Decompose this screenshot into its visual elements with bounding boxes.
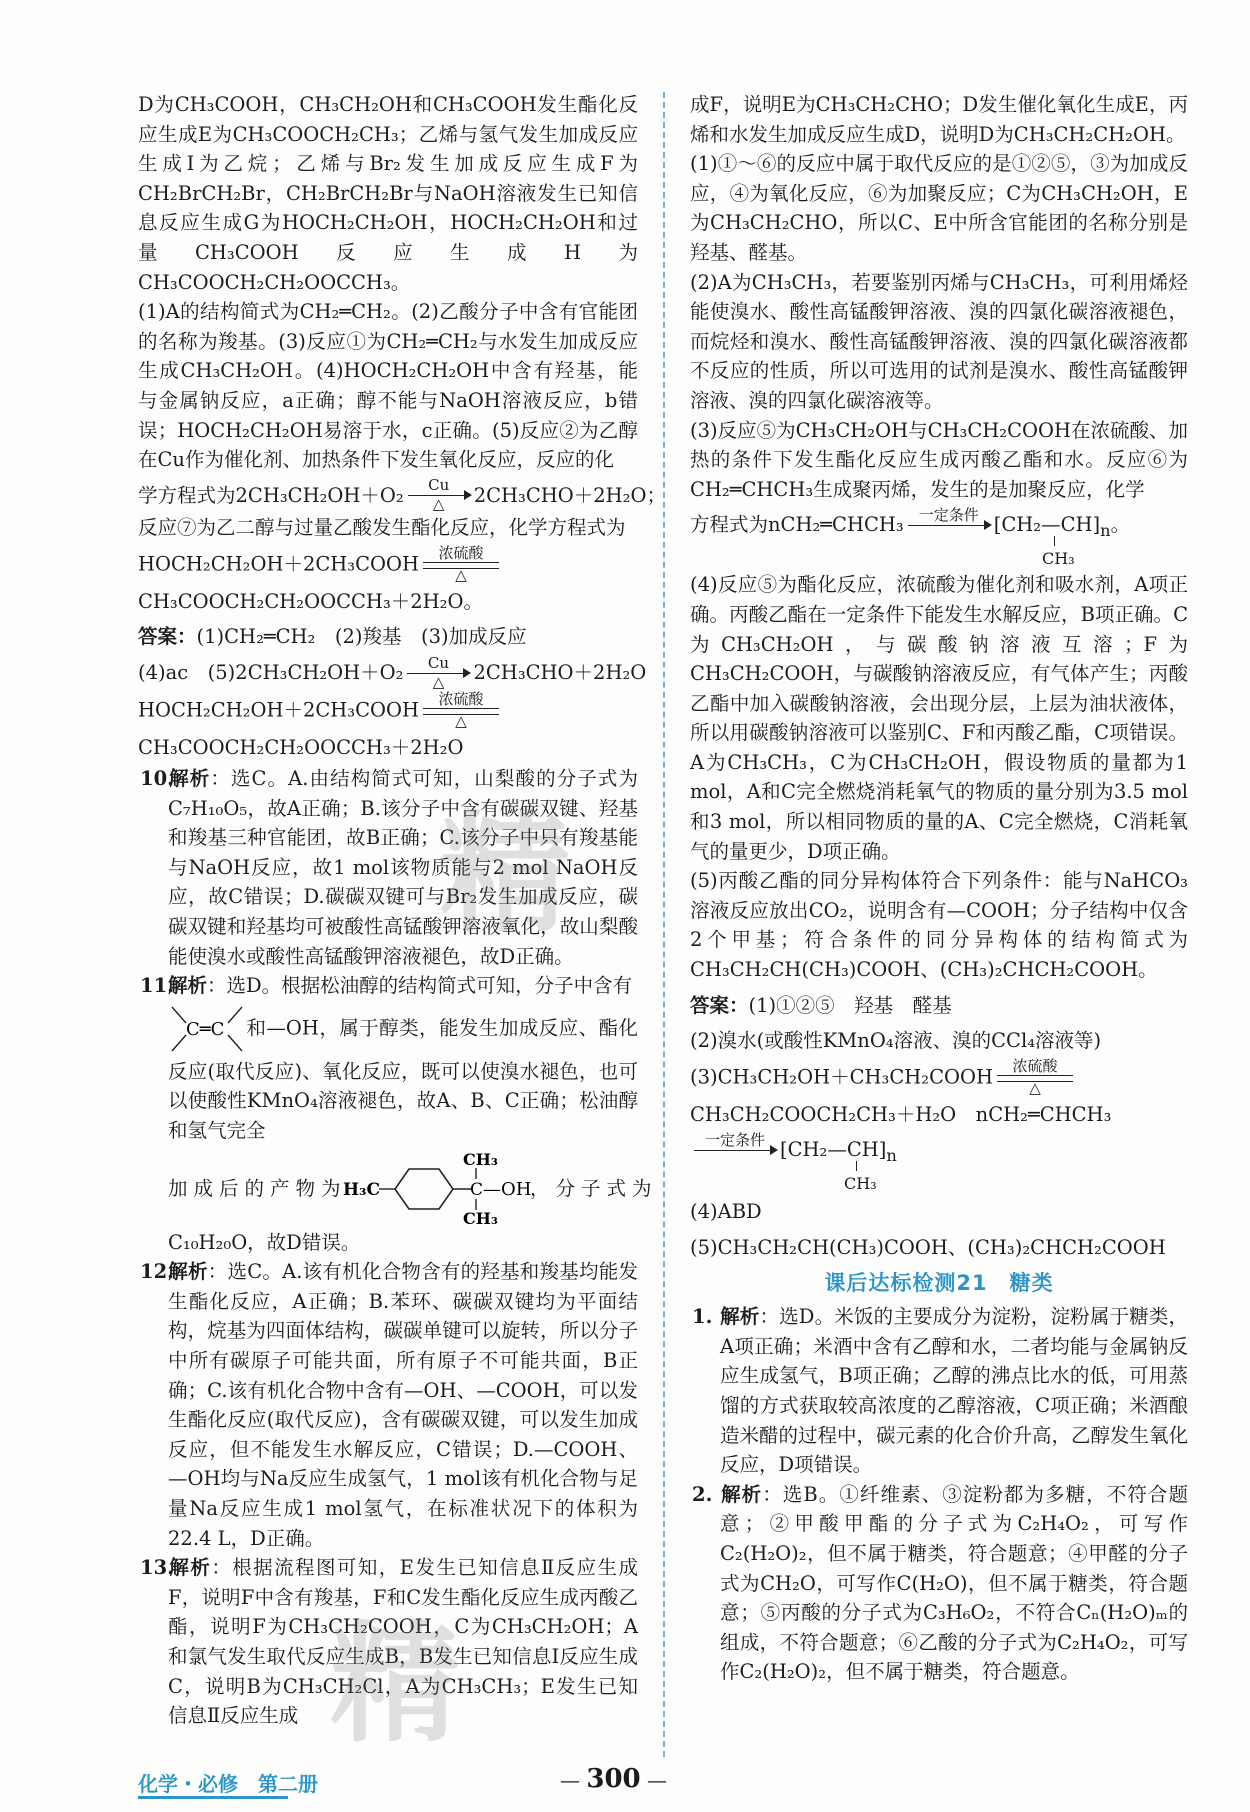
answer-text: (1)①②⑤ 羟基 醛基 <box>748 993 952 1017</box>
question-number: 10. <box>140 767 174 791</box>
condition-label: △ <box>432 672 445 691</box>
paragraph: (1)A的结构简式为CH₂═CH₂。(2)乙酸分子中含有官能团的名称为羧基。(3)反应①为CH₂═CH₂与水发生加成反应生成CH₃CH₂OH。(4)HOCH₂CH₂OH中含有羟基，能与金属钠反应，a正确；醇不能与NaOH溶液反应，b错误；HOCH₂CH₂OH易溶于水，c正确。(5)反应②为乙醇在Cu作为催化剂、加热条件下发生氧化反应，反应的化 <box>138 300 638 472</box>
analysis-text: ：选C。A.由结构简式可知，山梨酸的分子式为C₇H₁₀O₅，故A正确；B.该分子中含有碳碳双键、羟基和羧基三种官能团，故B正确；C.该分子中只有羧基能与NaOH反应，故1 mol该物质能与2 mol NaOH反应，故C错误；D.碳碳双键可与Br₂发生加成反应，碳碳双键和羟基均可被酸性高锰酸钾溶液氧化，故山梨酸能使溴水或酸性高锰酸钾溶液褪色，故D正确。 <box>168 767 638 968</box>
polymer-unit: CH₂—CH <box>1001 513 1093 537</box>
reversible-arrow <box>997 1056 1073 1097</box>
equation-rhs-line: CH₃COOCH₂CH₂OOCCH₃＋2H₂O。 <box>138 589 483 613</box>
page-number: — 300 — <box>560 1764 667 1794</box>
equation-rhs-line: CH₃CH₂COOCH₂CH₃＋H₂O nCH₂═CHCH₃ <box>690 1102 1112 1126</box>
watermark-stamp: 精 <box>330 1608 467 1760</box>
paragraph: (4)反应⑤为酯化反应，浓硫酸为催化剂和吸水剂，A项正确。丙酸乙酯在一定条件下能发生水解反应，B项正确。C为CH₃CH₂OH，与碳酸钠溶液互溶；F为CH₃CH₂COOH，与碳酸钠溶液反应，有气体产生；丙酸乙酯中加入碳酸钠溶液，会出现分层，上层为油状液体，所以用碳酸钠溶液可以鉴别C、F和丙酸乙酯，C项错误。A为CH₃CH₃，C为CH₃CH₂OH，假设物质的量都为1 mol，A和C完全燃烧消耗氧气的物质的量分别为3.5 mol和3 mol，所以相同物质的量的A、C完全燃烧，C消耗氧气的量更少，D项正确。 <box>690 573 1188 863</box>
paragraph: 成F，说明E为CH₃CH₂CHO；D发生催化氧化生成E，丙烯和水发生加成反应生成D，说明D为CH₃CH₂CH₂OH。 <box>690 93 1188 146</box>
methyl-group: CH₃ <box>1042 549 1075 569</box>
answer-line <box>690 991 1188 1021</box>
analysis-text: ，分子式为 <box>530 1176 658 1200</box>
footer-rule <box>138 1796 288 1799</box>
answer-label: 答案： <box>138 625 197 649</box>
question-number: 1. <box>692 1305 713 1329</box>
catalyst-label: Cu <box>428 476 450 495</box>
hydrogenation-product <box>138 1151 658 1226</box>
equation-lhs: (3)CH₃CH₂OH＋CH₃CH₂COOH <box>690 1065 993 1089</box>
analysis-label: 解析 <box>168 1556 212 1580</box>
left-column <box>138 90 666 1731</box>
equation-rhs: 2CH₃CHO＋2H₂O； <box>473 483 666 507</box>
condition-label: 一定条件 <box>918 505 979 524</box>
answer-equation <box>138 653 647 691</box>
equation-rhs: 2CH₃CHO＋2H₂O <box>473 661 647 684</box>
analysis-text: ：选B。①纤维素、③淀粉都为多糖，不符合题意；②甲酸甲酯的分子式为C₂H₄O₂，可写作C₂(H₂O)₂，但不属于糖类，符合题意；④甲醛的分子式为CH₂O，可写作C(H₂O)，但不属于糖类，符合题意；⑤丙酸的分子式为C₃H₆O₂，不符合Cₙ(H₂O)ₘ的组成，不符合题意；⑥乙酸的分子式为C₂H₄O₂，可写作C₂(H₂O)₂，但不属于糖类，符合题意。 <box>720 1482 1188 1684</box>
polymerization-answer <box>690 1130 1188 1194</box>
svg-text:H₃C: H₃C <box>343 1179 381 1200</box>
polymer-unit: CH₂—CH <box>787 1138 879 1162</box>
analysis-text: ：选D。根据松油醇的结构简式可知，分子中含有 <box>207 974 633 998</box>
equation <box>138 476 666 514</box>
answer-text: (1)CH₂═CH₂ (2)羧基 (3)加成反应 <box>196 625 527 649</box>
cc-text: C═C <box>186 1018 225 1040</box>
analysis-label: 解析 <box>168 974 208 998</box>
analysis-text: ：选D。米饭的主要成分为淀粉，淀粉属于糖类，A项正确；米酒中含有乙醇和水，二者均能与金属钠反应生成氢气，B项正确；乙醇的沸点比水的低，可用蒸馏的方式获取较高浓度的乙醇溶液，C项正确；米酒酿造米醋的过程中，碳元素的化合价升高，乙醇发生氧化反应，D项错误。 <box>720 1305 1189 1477</box>
analysis-text: 加成后的产物为 <box>168 1176 347 1200</box>
question-1 <box>690 1302 1188 1480</box>
polymerization-equation <box>690 505 1188 569</box>
question-11 <box>138 971 638 1001</box>
svg-text:C: C <box>470 1179 484 1200</box>
paragraph: D为CH₃COOH，CH₃CH₂OH和CH₃COOH发生酯化反应生成E为CH₃COOCH₂CH₃；乙烯与氢气发生加成反应生成I为乙烷；乙烯与Br₂发生加成反应生成F为CH₂BrCH₂Br，CH₂BrCH₂Br与NaOH溶液发生已知信息反应生成G为HOCH₂CH₂OH，HOCH₂CH₂OH和过量CH₃COOH反应生成H为CH₃COOCH₂CH₂OOCCH₃。 <box>138 93 638 294</box>
book-title: 化学・必修 第二册 <box>138 1772 318 1796</box>
polymer-bracket-open: [ <box>780 1138 788 1162</box>
reaction-arrow <box>694 1130 776 1166</box>
column-divider <box>663 92 665 1757</box>
equation-lhs: HOCH₂CH₂OH＋2CH₃COOH <box>138 552 420 576</box>
paragraph: (2)A为CH₃CH₃，若要鉴别丙烯与CH₃CH₃，可利用烯烃能使溴水、酸性高锰酸钾溶液、溴的四氯化碳溶液褪色，而烷烃和溴水、酸性高锰酸钾溶液、溴的四氯化碳溶液都不反应的性质，所以可选用的试剂是溴水、酸性高锰酸钾溶液、溴的四氯化碳溶液等。 <box>690 270 1188 412</box>
answer-line: (4)ABD <box>690 1200 762 1224</box>
reaction-arrow <box>407 653 469 691</box>
polymer-bracket-open: [ <box>993 513 1002 537</box>
question-13 <box>138 1553 638 1731</box>
equation-lhs: 方程式为nCH₂═CHCH₃ <box>690 513 904 537</box>
answer-label: 答案： <box>690 993 749 1017</box>
condition-label: △ <box>1029 1078 1041 1097</box>
question-12 <box>138 1257 638 1553</box>
analysis-label: 解析 <box>720 1482 763 1506</box>
equation-rhs-line: CH₃COOCH₂CH₂OOCCH₃＋2H₂O <box>138 735 464 759</box>
analysis-text: ：根据流程图可知，E发生已知信息Ⅱ反应生成F，说明F中含有羧基，F和C发生酯化反应生成丙酸乙酯，说明F为CH₃CH₂COOH，C为CH₃CH₂OH；A和氯气发生取代反应生成B，B发生已知信息Ⅰ反应生成C，说明B为CH₃CH₂Cl，A为CH₃CH₃；E发生已知信息Ⅱ反应生成 <box>168 1556 638 1728</box>
catalyst-label: Cu <box>427 653 450 672</box>
catalyst-label: 浓硫酸 <box>438 689 484 708</box>
analysis-label: 解析 <box>168 1260 208 1284</box>
paragraph: (3)反应⑤为CH₃CH₂OH与CH₃CH₂COOH在浓硫酸、加热的条件下发生酯化反应生成丙酸乙酯和水。反应⑥为CH₂═CHCH₃生成聚丙烯，发生的是加聚反应，化学 <box>690 418 1188 501</box>
analysis-label: 解析 <box>168 767 211 791</box>
catalyst-label: 浓硫酸 <box>1012 1056 1058 1075</box>
question-number: 13. <box>140 1556 174 1580</box>
section-title: 课后达标检测21 糖类 <box>824 1270 1054 1295</box>
condition-label: 一定条件 <box>704 1130 765 1149</box>
polymer-degree: n <box>886 1146 897 1166</box>
svg-text:—OH: —OH <box>483 1178 532 1200</box>
condition-label: △ <box>455 711 467 730</box>
answer-line: (2)溴水(或酸性KMnO₄溶液、溴的CCl₄溶液等) <box>690 1029 1102 1053</box>
paragraph: C₁₀H₂₀O，故D错误。 <box>168 1230 361 1254</box>
answer-equation <box>690 1056 1188 1097</box>
question-number: 2. <box>692 1482 713 1506</box>
polymer-bracket-close: ] <box>878 1138 887 1162</box>
svg-text:CH₃: CH₃ <box>463 1151 498 1169</box>
polymer-bracket-close: ] <box>1092 513 1101 537</box>
paragraph: 反应⑦为乙二醇与过量乙酸发生酯化反应，化学方程式为 <box>138 516 626 540</box>
equation-lhs: 学方程式为2CH₃CH₂OH＋O₂ <box>138 483 404 507</box>
catalyst-label: 浓硫酸 <box>438 543 484 562</box>
paragraph: (1)①～⑥的反应中属于取代反应的是①②⑤，③为加成反应，④为氧化反应，⑥为加聚反应；C为CH₃CH₂OH，E为CH₃CH₂CHO，所以C、E中所含官能团的名称分别是羟基、醛基。 <box>690 152 1188 264</box>
equation-lhs: HOCH₂CH₂OH＋2CH₃COOH <box>138 698 420 721</box>
equation-lhs: (4)ac (5)2CH₃CH₂OH＋O₂ <box>138 661 404 684</box>
condition-label: △ <box>455 565 467 584</box>
question-number: 12. <box>140 1260 174 1284</box>
polymer-degree: n <box>1100 521 1111 541</box>
equation <box>138 543 638 584</box>
question-10 <box>138 764 638 971</box>
question-number: 11. <box>140 974 174 998</box>
reversible-arrow <box>423 689 499 730</box>
methyl-group: CH₃ <box>844 1174 877 1194</box>
punctuation: 。 <box>1110 513 1131 537</box>
double-bond-structure <box>168 1001 246 1057</box>
analysis-text: ：选C。A.该有机化合物含有的羟基和羧基均能发生酯化反应，A正确；B.苯环、碳碳双键均为平面结构，烷基为四面体结构，碳碳单键可以旋转，所以分子中所有碳原子可能共面，所有原子不可能共面，B正确；C.该有机化合物中含有—OH、—COOH，可以发生酯化反应(取代反应)，含有碳碳双键，可以发生加成反应，但不能发生水解反应，C错误；D.—COOH、—OH均与Na反应生成氢气，1 mol该有机化合物与足量Na反应生成1 mol氢气，在标准状况下的体积为22.4 L，D正确。 <box>168 1260 638 1550</box>
answer-equation <box>138 689 638 730</box>
right-column <box>690 90 1188 1687</box>
condition-label: △ <box>432 495 445 514</box>
paragraph: (5)丙酸乙酯的同分异构体符合下列条件：能与NaHCO₃溶液反应放出CO₂，说明含有—COOH；分子结构中仅含2个甲基；符合条件的同分异构体的结构简式为CH₃CH₂CH(CH₃)COOH、(CH₃)₂CHCH₂COOH。 <box>690 869 1188 982</box>
answer-line <box>138 622 638 652</box>
reaction-arrow <box>908 505 990 541</box>
watermark-stamp: 精 <box>440 798 577 950</box>
analysis-text: 和—OH，属于醇类，能发生加成反应、酯化反应(取代反应)、氧化反应，既可以使溴水褪色，也可以使酸性KMnO₄溶液褪色，故A、B、C正确；松油醇和氢气完全 <box>168 1016 638 1143</box>
analysis-label: 解析 <box>720 1305 760 1329</box>
question-2 <box>690 1480 1188 1687</box>
reversible-arrow <box>423 543 499 584</box>
svg-text:CH₃: CH₃ <box>463 1208 498 1226</box>
question-11-cont <box>138 1001 638 1146</box>
reaction-arrow <box>408 476 470 514</box>
answer-line: (5)CH₃CH₂CH(CH₃)COOH、(CH₃)₂CHCH₂COOH <box>690 1236 1166 1259</box>
